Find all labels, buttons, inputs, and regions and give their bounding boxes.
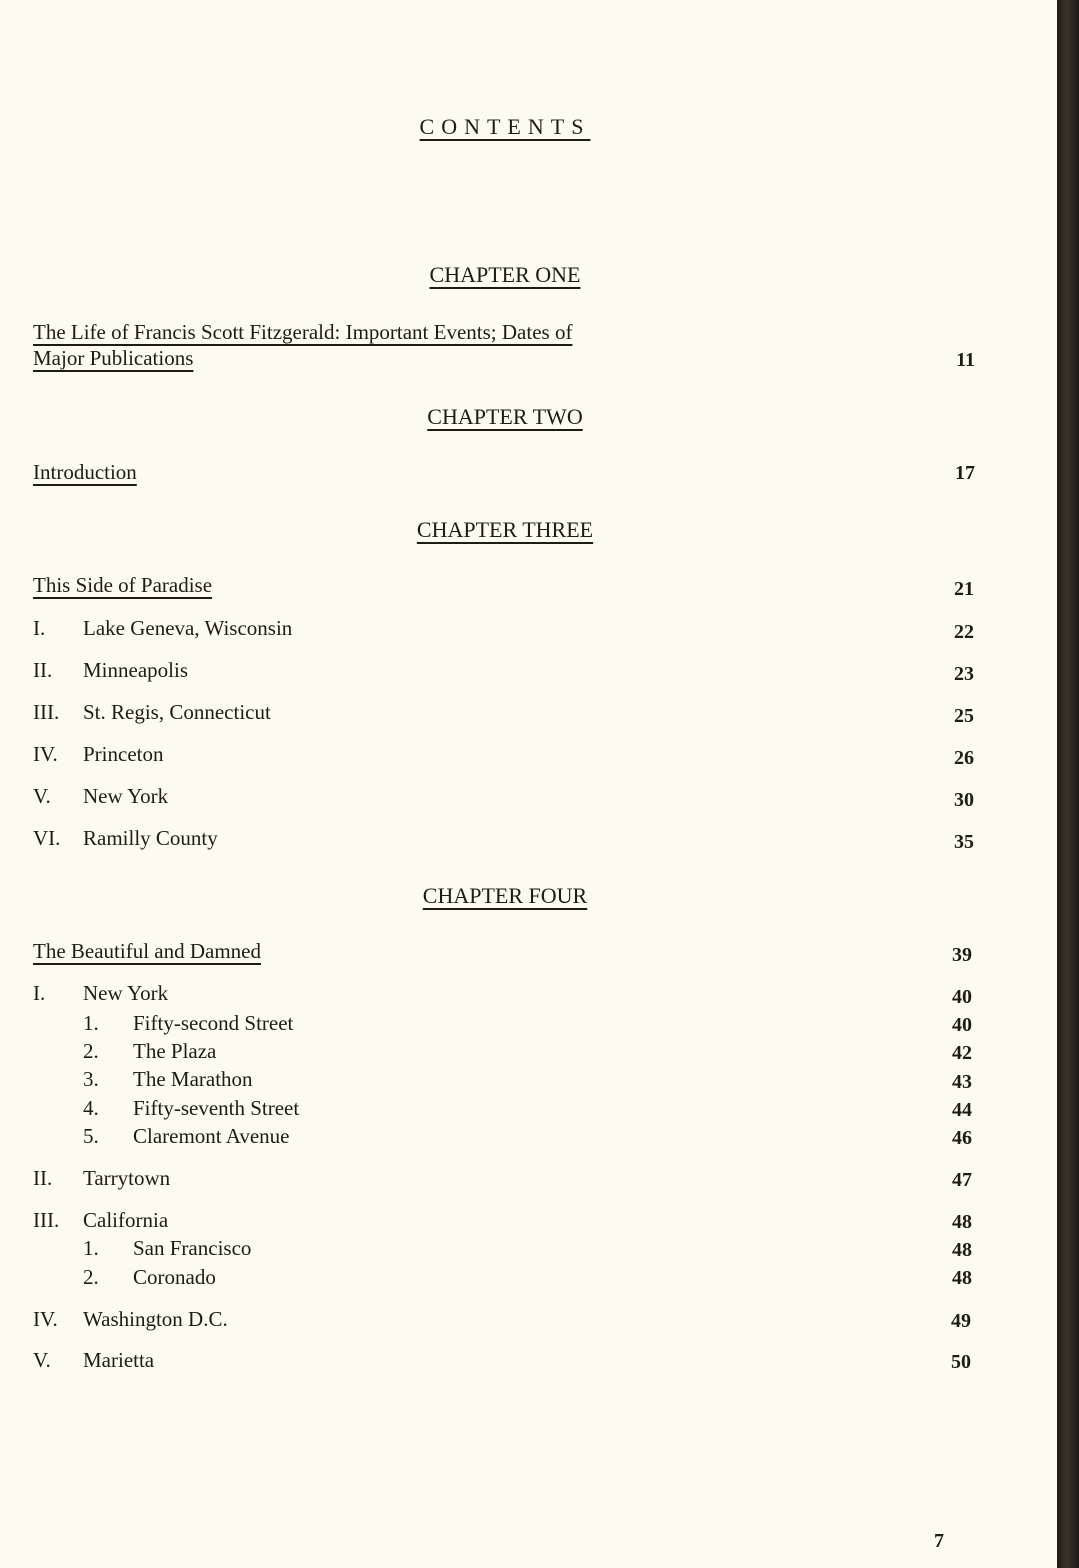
sub-list-item: 2. The Plaza xyxy=(83,1039,217,1063)
list-item-page: 49 xyxy=(951,1310,971,1332)
list-item: VI. Ramilly County xyxy=(33,826,218,850)
chapter-two-title: Introduction xyxy=(33,460,137,484)
list-item: IV. Princeton xyxy=(33,742,164,766)
sub-list-item-page: 42 xyxy=(952,1042,972,1064)
chapter-one-title-line2: Major Publications xyxy=(33,346,194,370)
sub-list-item-page: 48 xyxy=(952,1239,972,1261)
list-item: IV. Washington D.C. xyxy=(33,1307,228,1331)
list-item-page: 30 xyxy=(954,789,974,811)
sub-list-item: 5. Claremont Avenue xyxy=(83,1124,290,1148)
sub-list-item: 4. Fifty-seventh Street xyxy=(83,1096,300,1120)
list-item-page: 48 xyxy=(952,1211,972,1233)
list-item-page: 23 xyxy=(954,663,974,685)
sub-list-item-page: 43 xyxy=(952,1071,972,1093)
page-edge xyxy=(1057,0,1079,1568)
chapter-three-page: 21 xyxy=(954,578,974,600)
list-item-page: 47 xyxy=(952,1169,972,1191)
chapter-one-page: 11 xyxy=(956,349,975,371)
list-item-page: 26 xyxy=(954,747,974,769)
chapter-four-page: 39 xyxy=(952,944,972,966)
list-item: V. New York xyxy=(33,784,169,808)
sub-list-item: 1. Fifty-second Street xyxy=(83,1011,294,1035)
sub-list-item: 2. Coronado xyxy=(83,1265,216,1289)
chapter-one-title-line1: The Life of Francis Scott Fitzgerald: Important Events; Dates of xyxy=(33,320,573,344)
list-item-page: 22 xyxy=(954,621,974,643)
list-item-page: 35 xyxy=(954,831,974,853)
sub-list-item-page: 48 xyxy=(952,1267,972,1289)
sub-list-item-page: 44 xyxy=(952,1099,972,1121)
list-item: II. Tarrytown xyxy=(33,1166,171,1190)
chapter-three-title: This Side of Paradise xyxy=(33,573,213,597)
list-item: II. Minneapolis xyxy=(33,658,188,682)
chapter-two-heading: CHAPTER TWO xyxy=(427,404,583,429)
chapter-four-heading: CHAPTER FOUR xyxy=(422,883,588,908)
chapter-three-heading: CHAPTER THREE xyxy=(416,517,594,542)
sub-list-item-page: 46 xyxy=(952,1127,972,1149)
list-item: V. Marietta xyxy=(33,1348,155,1372)
chapter-four-title: The Beautiful and Damned xyxy=(33,939,262,963)
list-item: III. California xyxy=(33,1208,169,1232)
list-item-page: 50 xyxy=(951,1351,971,1373)
list-item-page: 25 xyxy=(954,705,974,727)
chapter-two-page: 17 xyxy=(955,462,975,484)
sub-list-item-page: 40 xyxy=(952,1014,972,1036)
page-number: 7 xyxy=(934,1530,944,1552)
contents-title: CONTENTS xyxy=(419,114,591,139)
list-item: I. New York xyxy=(33,981,169,1005)
sub-list-item: 1. San Francisco xyxy=(83,1236,252,1260)
list-item-page: 40 xyxy=(952,986,972,1008)
list-item: I. Lake Geneva, Wisconsin xyxy=(33,616,293,640)
chapter-one-heading: CHAPTER ONE xyxy=(429,262,581,287)
sub-list-item: 3. The Marathon xyxy=(83,1067,253,1091)
list-item: III. St. Regis, Connecticut xyxy=(33,700,271,724)
